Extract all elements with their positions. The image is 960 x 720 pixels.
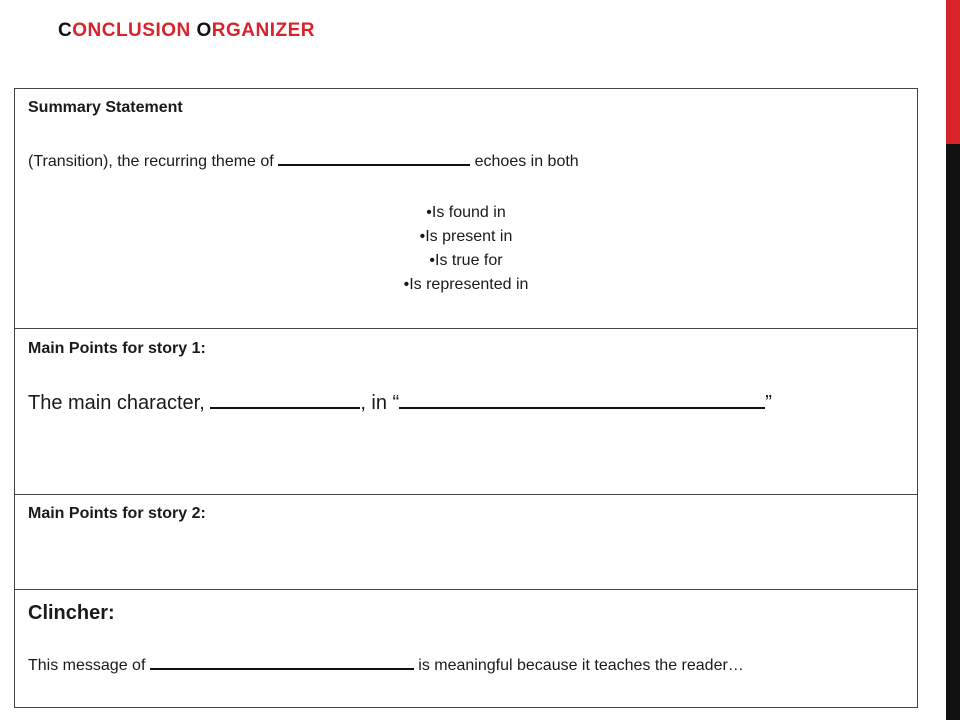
story2-heading: Main Points for story 2: (28, 505, 206, 522)
story1-text-3: ” (765, 392, 772, 414)
clincher-section (15, 590, 917, 708)
story2-section (15, 495, 917, 590)
bullet-item: •Is represented in (403, 276, 529, 293)
message-blank[interactable] (150, 654, 414, 670)
clincher-text-after: is meaningful because it teaches the reader… (413, 657, 744, 674)
theme-blank[interactable] (278, 150, 470, 166)
summary-sentence (28, 150, 579, 171)
title-part-1: ONCLUSION (72, 20, 197, 41)
title-initial-c: C (58, 20, 73, 41)
summary-bullet-list (15, 201, 917, 297)
page-title (58, 20, 315, 42)
story-title-blank[interactable] (399, 393, 765, 409)
story1-sentence (28, 392, 772, 415)
bullet-item: •Is true for (429, 252, 503, 269)
bullet-item: •Is found in (426, 204, 506, 221)
title-initial-o: O (196, 20, 212, 41)
character-blank[interactable] (210, 393, 360, 409)
story1-text-2: , in “ (360, 392, 400, 414)
story1-heading: Main Points for story 1: (28, 340, 206, 357)
summary-section (15, 89, 917, 329)
clincher-text-before: This message of (28, 657, 150, 674)
title-part-2: RGANIZER (211, 20, 316, 41)
story1-section (15, 329, 917, 495)
clincher-heading: Clincher: (28, 602, 115, 624)
organizer-table (14, 88, 918, 708)
summary-heading: Summary Statement (28, 99, 183, 116)
story1-text-1: The main character, (28, 392, 211, 414)
clincher-sentence (28, 654, 744, 675)
summary-text-after: echoes in both (470, 153, 579, 170)
summary-text-before: (Transition), the recurring theme of (28, 153, 279, 170)
bullet-item: •Is present in (419, 228, 513, 245)
side-bar-red (946, 0, 960, 144)
